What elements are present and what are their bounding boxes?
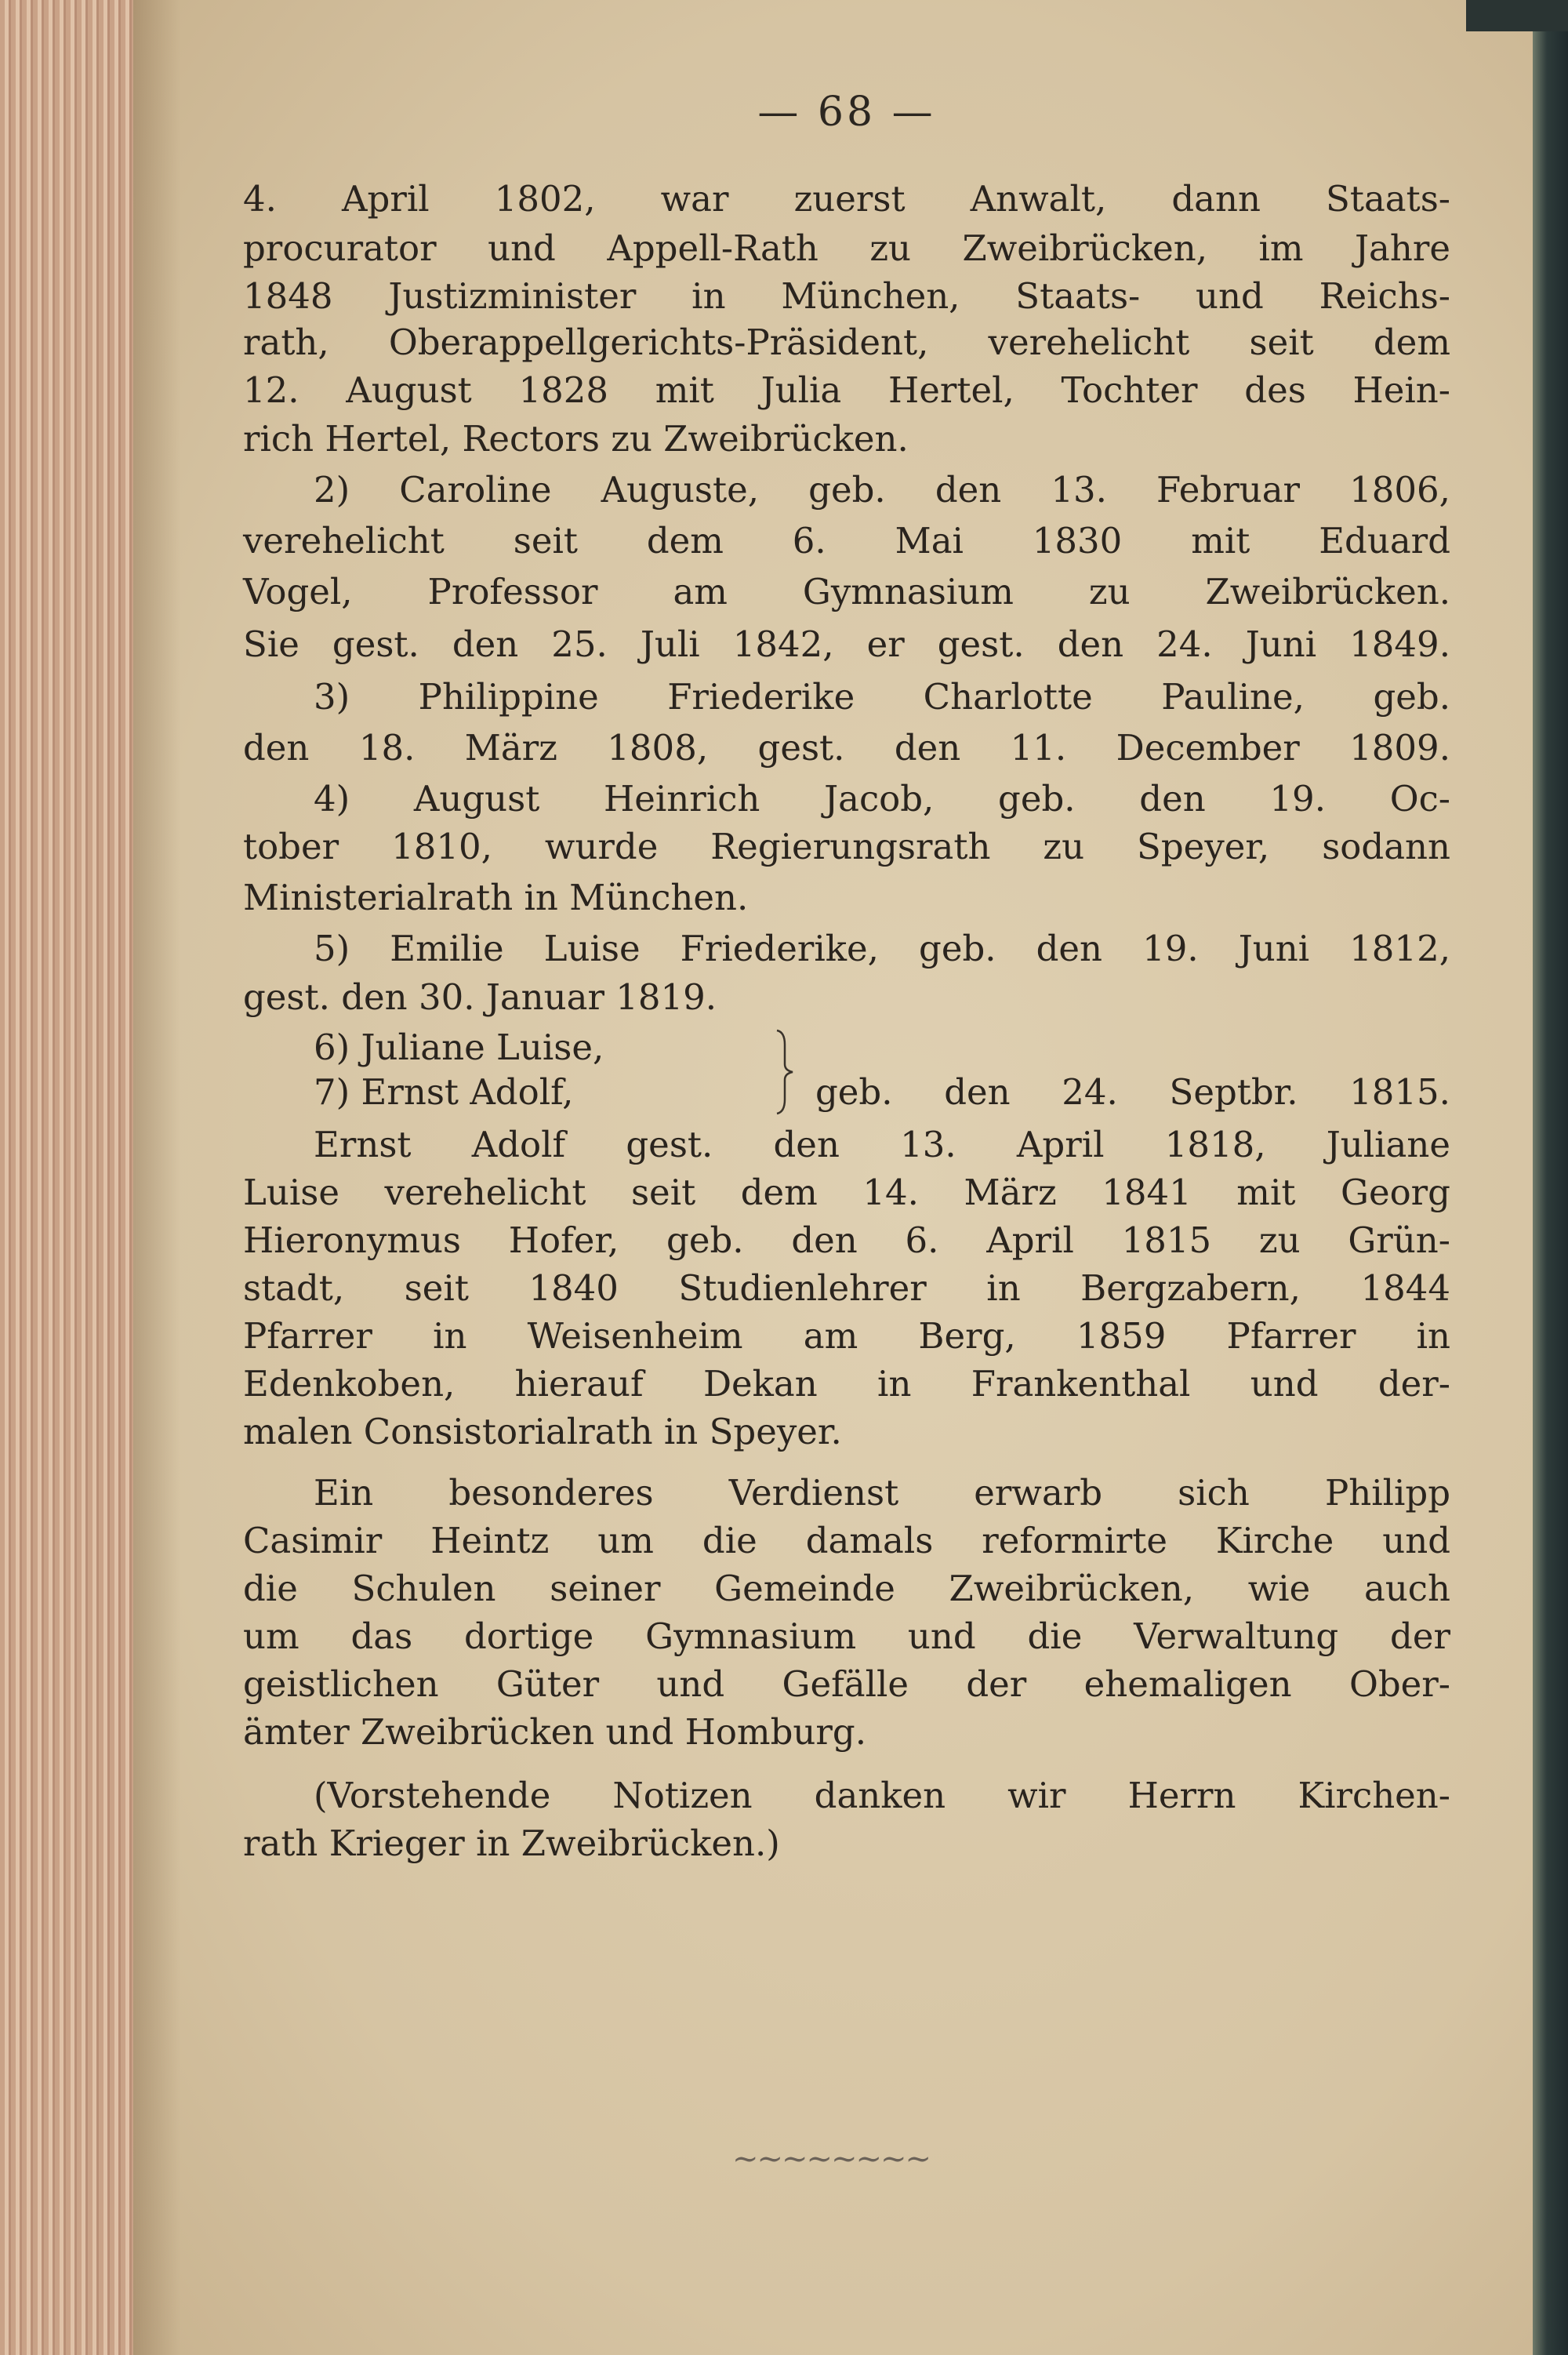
text-line: geistlichen Güter und Gefälle der ehemaligen Ober- [243,1663,1450,1705]
page-edges [0,0,133,2355]
end-ornament: ~~~~~~~~ [731,2141,931,2177]
brace [772,1029,796,1115]
text-line: 7) Ernst Adolf, [314,1071,574,1113]
text-line: tober 1810, wurde Regierungsrath zu Speyer, sodann [243,826,1450,867]
text-line: (Vorstehende Notizen danken wir Herrn Kirchen- [314,1775,1450,1816]
text-line: Pfarrer in Weisenheim am Berg, 1859 Pfarrer in [243,1315,1450,1357]
text-line: Vogel, Professor am Gymnasium zu Zweibrücken. [243,571,1450,612]
text-line: procurator und Appell-Rath zu Zweibrücken, im Jahre [243,227,1450,269]
page-number: — 68 — [757,89,936,136]
text-line: Hieronymus Hofer, geb. den 6. April 1815 zu Grün- [243,1219,1450,1261]
text-line: gest. den 30. Januar 1819. [243,976,717,1018]
text-line: die Schulen seiner Gemeinde Zweibrücken, wie auch [243,1568,1450,1609]
text-line: rich Hertel, Rectors zu Zweibrücken. [243,418,909,460]
text-line: Ministerialrath in München. [243,877,749,918]
text-line: 4. April 1802, war zuerst Anwalt, dann Staats- [243,178,1450,220]
text-line: den 18. März 1808, gest. den 11. December 1809. [243,727,1450,769]
text-line: Casimir Heintz um die damals reformirte Kirche und [243,1520,1450,1561]
text-line: verehelicht seit dem 6. Mai 1830 mit Eduard [243,520,1450,561]
text-line: Luise verehelicht seit dem 14. März 1841 mit Georg [243,1172,1450,1213]
text-line: 2) Caroline Auguste, geb. den 13. Februar 1806, [314,469,1450,511]
text-line: ämter Zweibrücken und Homburg. [243,1711,867,1753]
text-line: 3) Philippine Friederike Charlotte Pauline, geb. [314,676,1450,718]
text-line: stadt, seit 1840 Studienlehrer in Bergzabern, 1844 [243,1267,1450,1309]
text-line: 12. August 1828 mit Julia Hertel, Tochter des Hein- [243,369,1450,411]
text-line: um das dortige Gymnasium und die Verwaltung der [243,1615,1450,1657]
text-line: Edenkoben, hierauf Dekan in Frankenthal und der- [243,1363,1450,1405]
text-line: Ein besonderes Verdienst erwarb sich Philipp [314,1472,1450,1514]
shared-birth-date: geb. den 24. Septbr. 1815. [815,1071,1450,1113]
text-line: rath Krieger in Zweibrücken.) [243,1823,780,1864]
cover-corner [1466,0,1568,31]
text-line: 1848 Justizminister in München, Staats- und Reichs- [243,275,1450,317]
text-line: rath, Oberappellgerichts-Präsident, verehelicht seit dem [243,322,1450,363]
text-line: malen Consistorialrath in Speyer. [243,1411,842,1452]
gutter-shadow [133,0,180,2355]
text-line: 4) August Heinrich Jacob, geb. den 19. Oc- [314,778,1450,820]
text-line: 5) Emilie Luise Friederike, geb. den 19. Juni 1812, [314,928,1450,969]
text-line: Ernst Adolf gest. den 13. April 1818, Juliane [314,1124,1450,1165]
book-cover [1533,0,1568,2355]
text-line: 6) Juliane Luise, [314,1027,604,1068]
text-line: Sie gest. den 25. Juli 1842, er gest. den 24. Juni 1849. [243,623,1450,665]
